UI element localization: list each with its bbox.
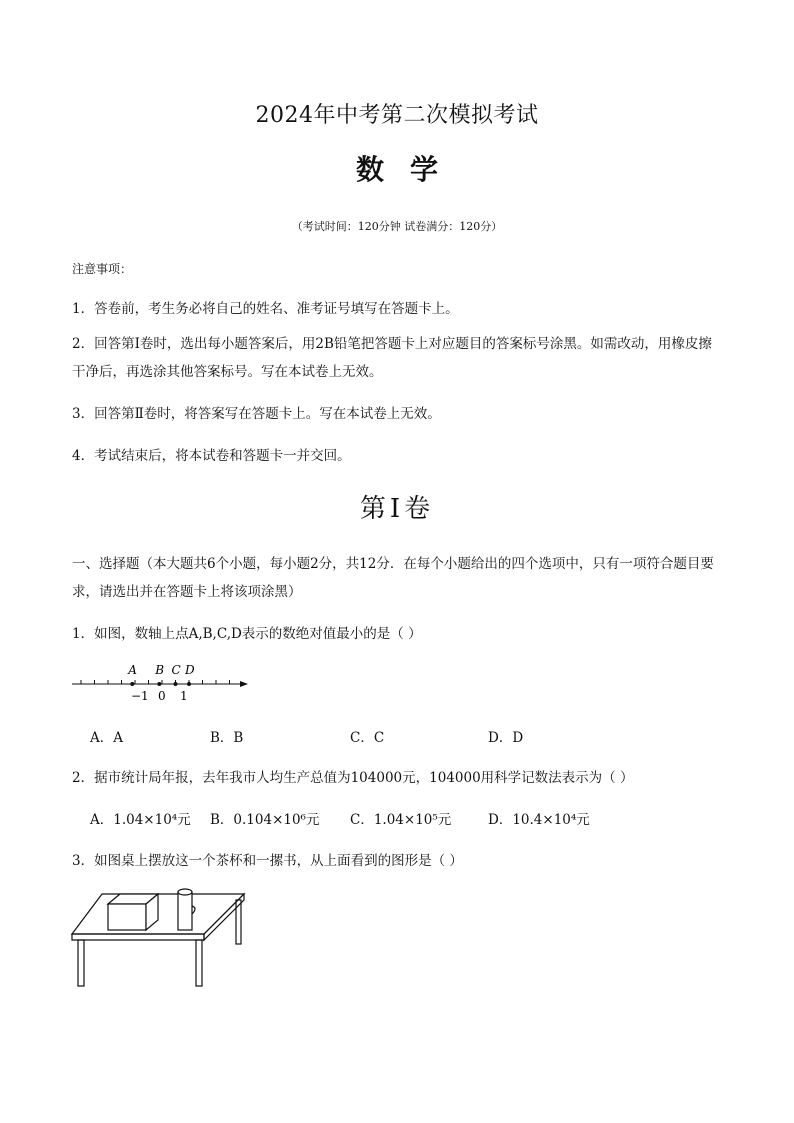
cup-body	[178, 892, 192, 930]
table-side-edge	[204, 894, 244, 940]
table-leg-front-right	[196, 940, 202, 986]
table-figure	[68, 882, 250, 992]
tick-label-neg1: −1	[131, 689, 149, 703]
point-c	[174, 682, 178, 686]
note-item-1: 1．答卷前，考生务必将自己的姓名、准考证号填写在答题卡上。	[72, 301, 459, 317]
point-d	[187, 682, 191, 686]
question-1-stem: 1．如图，数轴上点A,B,C,D表示的数绝对值最小的是（ ）	[72, 626, 422, 642]
q1-option-b: B．B	[210, 730, 244, 746]
section-intro: 一、选择题（本大题共6个小题，每小题2分，共12分．在每个小题给出的四个选项中，只有一项符合题目要求，请选出并在答题卡上将该项涂黑）	[72, 556, 714, 600]
number-line-figure	[70, 660, 260, 706]
note-item-2: 2．回答第Ⅰ卷时，选出每小题答案后，用2B铅笔把答题卡上对应题目的答案标号涂黑。如需改动，用橡皮擦干净后，再选涂其他答案标号。写在本试卷上无效。	[72, 336, 712, 380]
exam-meta: （考试时间：120分钟 试卷满分：120分）	[291, 220, 503, 233]
q1-option-a: A．A	[90, 730, 123, 746]
point-label-d: D	[185, 663, 195, 677]
point-label-c: C	[171, 663, 181, 677]
q1-option-c: C．C	[350, 730, 385, 746]
question-2-stem: 2．据市统计局年报，去年我市人均生产总值为104000元，104000用科学记数法表示为（ ）	[72, 770, 634, 786]
q1-option-d: D．D	[488, 730, 524, 746]
number-line-arrow	[240, 681, 248, 687]
number-line-ticks	[81, 680, 230, 684]
exam-title: 2024年中考第二次模拟考试	[255, 103, 539, 128]
number-line-points	[127, 663, 195, 686]
point-a	[130, 682, 134, 686]
question-3-stem: 3．如图桌上摆放这一个茶杯和一摞书，从上面看到的图形是（ ）	[72, 853, 463, 869]
point-b	[157, 682, 161, 686]
q2-option-c: C．1.04×10⁵元	[350, 812, 452, 828]
tick-label-1: 1	[180, 689, 188, 703]
point-label-b: B	[155, 663, 165, 677]
table-edge	[72, 934, 204, 940]
q2-option-b: B．0.104×10⁶元	[210, 812, 320, 828]
cup-rim	[178, 889, 192, 895]
table-leg-front-left	[78, 940, 84, 986]
subject-title: 数学	[355, 153, 464, 186]
note-item-4: 4．考试结束后，将本试卷和答题卡一并交回。	[72, 448, 351, 464]
point-label-a: A	[128, 663, 137, 677]
section-title: 第Ⅰ卷	[359, 494, 435, 524]
notes-heading: 注意事项：	[72, 262, 133, 276]
q2-option-a: A．1.04×10⁴元	[90, 812, 191, 828]
book-stack-front	[108, 904, 146, 930]
tick-label-0: 0	[158, 689, 166, 703]
q2-option-d: D．10.4×10⁴元	[488, 812, 590, 828]
note-item-3: 3．回答第Ⅱ卷时，将答案写在答题卡上。写在本试卷上无效。	[72, 406, 441, 422]
